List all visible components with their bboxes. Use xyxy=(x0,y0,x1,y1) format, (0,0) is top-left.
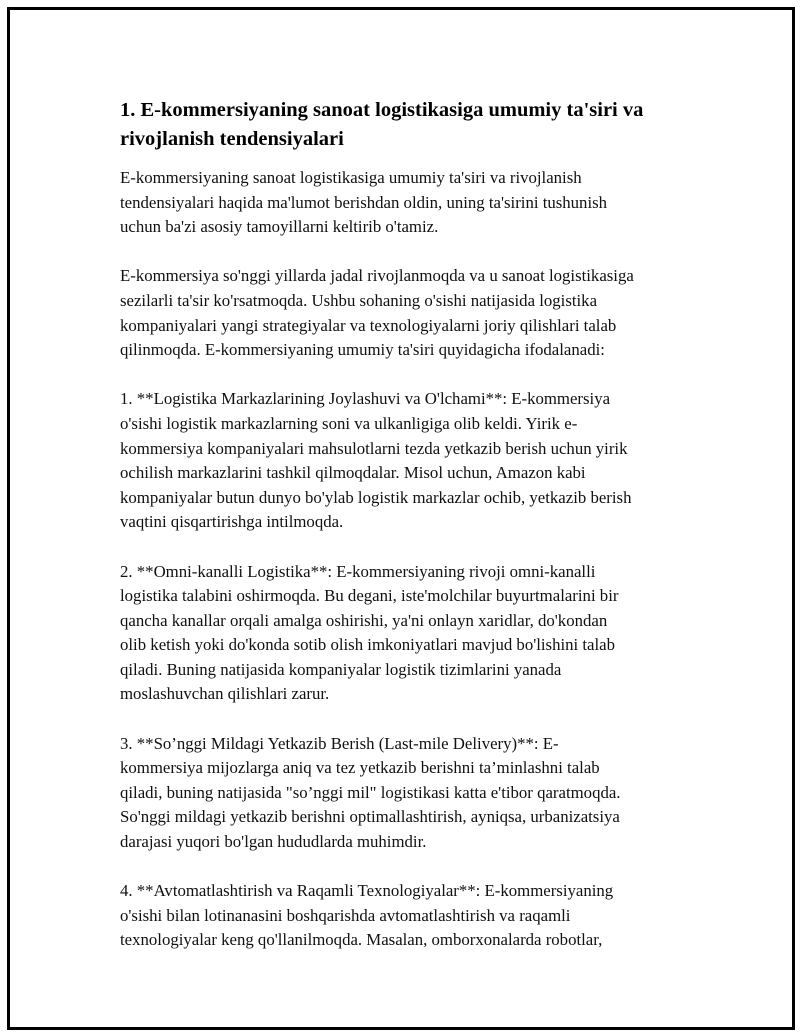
overview-paragraph: E-kommersiya so'nggi yillarda jadal rivojlanmoqda va u sanoat logistikasiga sezilarli ta'sir ko'rsatmoqda. Ushbu sohaning o'sishi natijasida logistika kompaniyalari yangi strategiyalar va texnologiyalarni joriy qilishlari talab qilinmoqda. E-kommersiyaning umumiy ta'siri quyidagicha ifodalanadi: xyxy=(120,266,634,360)
list-item-last-mile: 3. **So’nggi Mildagi Yetkazib Berish (Last-mile Delivery)**: E- kommersiya mijozlarga aniq va tez yetkazib berishni ta’minlashni talab qiladi, buning natijasida "so’nggi mil" logistikasi katta e'tibor qaratmoqda. So'nggi mildagi yetkazib berishni optimallashtirish, ayniqsa, urbanizatsiya darajasi yuqori bo'lgan hududlarda muhimdir. xyxy=(120,733,621,852)
page-frame xyxy=(7,7,795,1030)
document-body xyxy=(120,96,690,978)
section-heading xyxy=(120,96,690,154)
list-item-omni-channel: 2. **Omni-kanalli Logistika**: E-kommersiyaning rivoji omni-kanalli logistika talabini oshirmoqda. Bu degani, iste'molchilar buyurtmalarini bir qancha kanallar orqali amalga oshirishi, ya'ni onlayn xaridlar, do'kondan olib ketish yoki do'konda sotib olish imkoniyatlari mavjud bo'lishini talab qiladi. Buning natijasida kompaniyalar logistik tizimlarini yanada moslashuvchan qilishlari zarur. xyxy=(120,561,619,704)
section-heading-line-1: 1. E-kommersiyaning sanoat logistikasiga umumiy ta'siri va xyxy=(120,99,644,121)
list-item-logistics-centers: 1. **Logistika Markazlarining Joylashuvi va O'lchami**: E-kommersiya o'sishi logistik markazlarning soni va ulkanligiga olib keldi. Yirik e- kommersiya kompaniyalari mahsulotlarni tezda yetkazib berish uchun yirik ochilish markazlarini tashkil qilmoqdalar. Misol uchun, Amazon kabi kompaniyalar butun dunyo bo'ylab logistik markazlar ochib, yetkazib berish vaqtini qisqartirishga intilmoqda. xyxy=(120,389,632,532)
intro-paragraph: E-kommersiyaning sanoat logistikasiga umumiy ta'siri va rivojlanish tendensiyalari haqida ma'lumot berishdan oldin, uning ta'sirini tushunish uchun ba'zi asosiy tamoyillarni keltirib o'tamiz. xyxy=(120,168,608,237)
list-item-automation: 4. **Avtomatlashtirish va Raqamli Texnologiyalar**: E-kommersiyaning o'sishi bilan lotinanasini boshqarishda avtomatlashtirish va raqamli texnologiyalar keng qo'llanilmoqda. Masalan, omborxonalarda robotlar, xyxy=(120,881,614,950)
section-heading-line-2: rivojlanish tendensiyalari xyxy=(120,128,344,150)
